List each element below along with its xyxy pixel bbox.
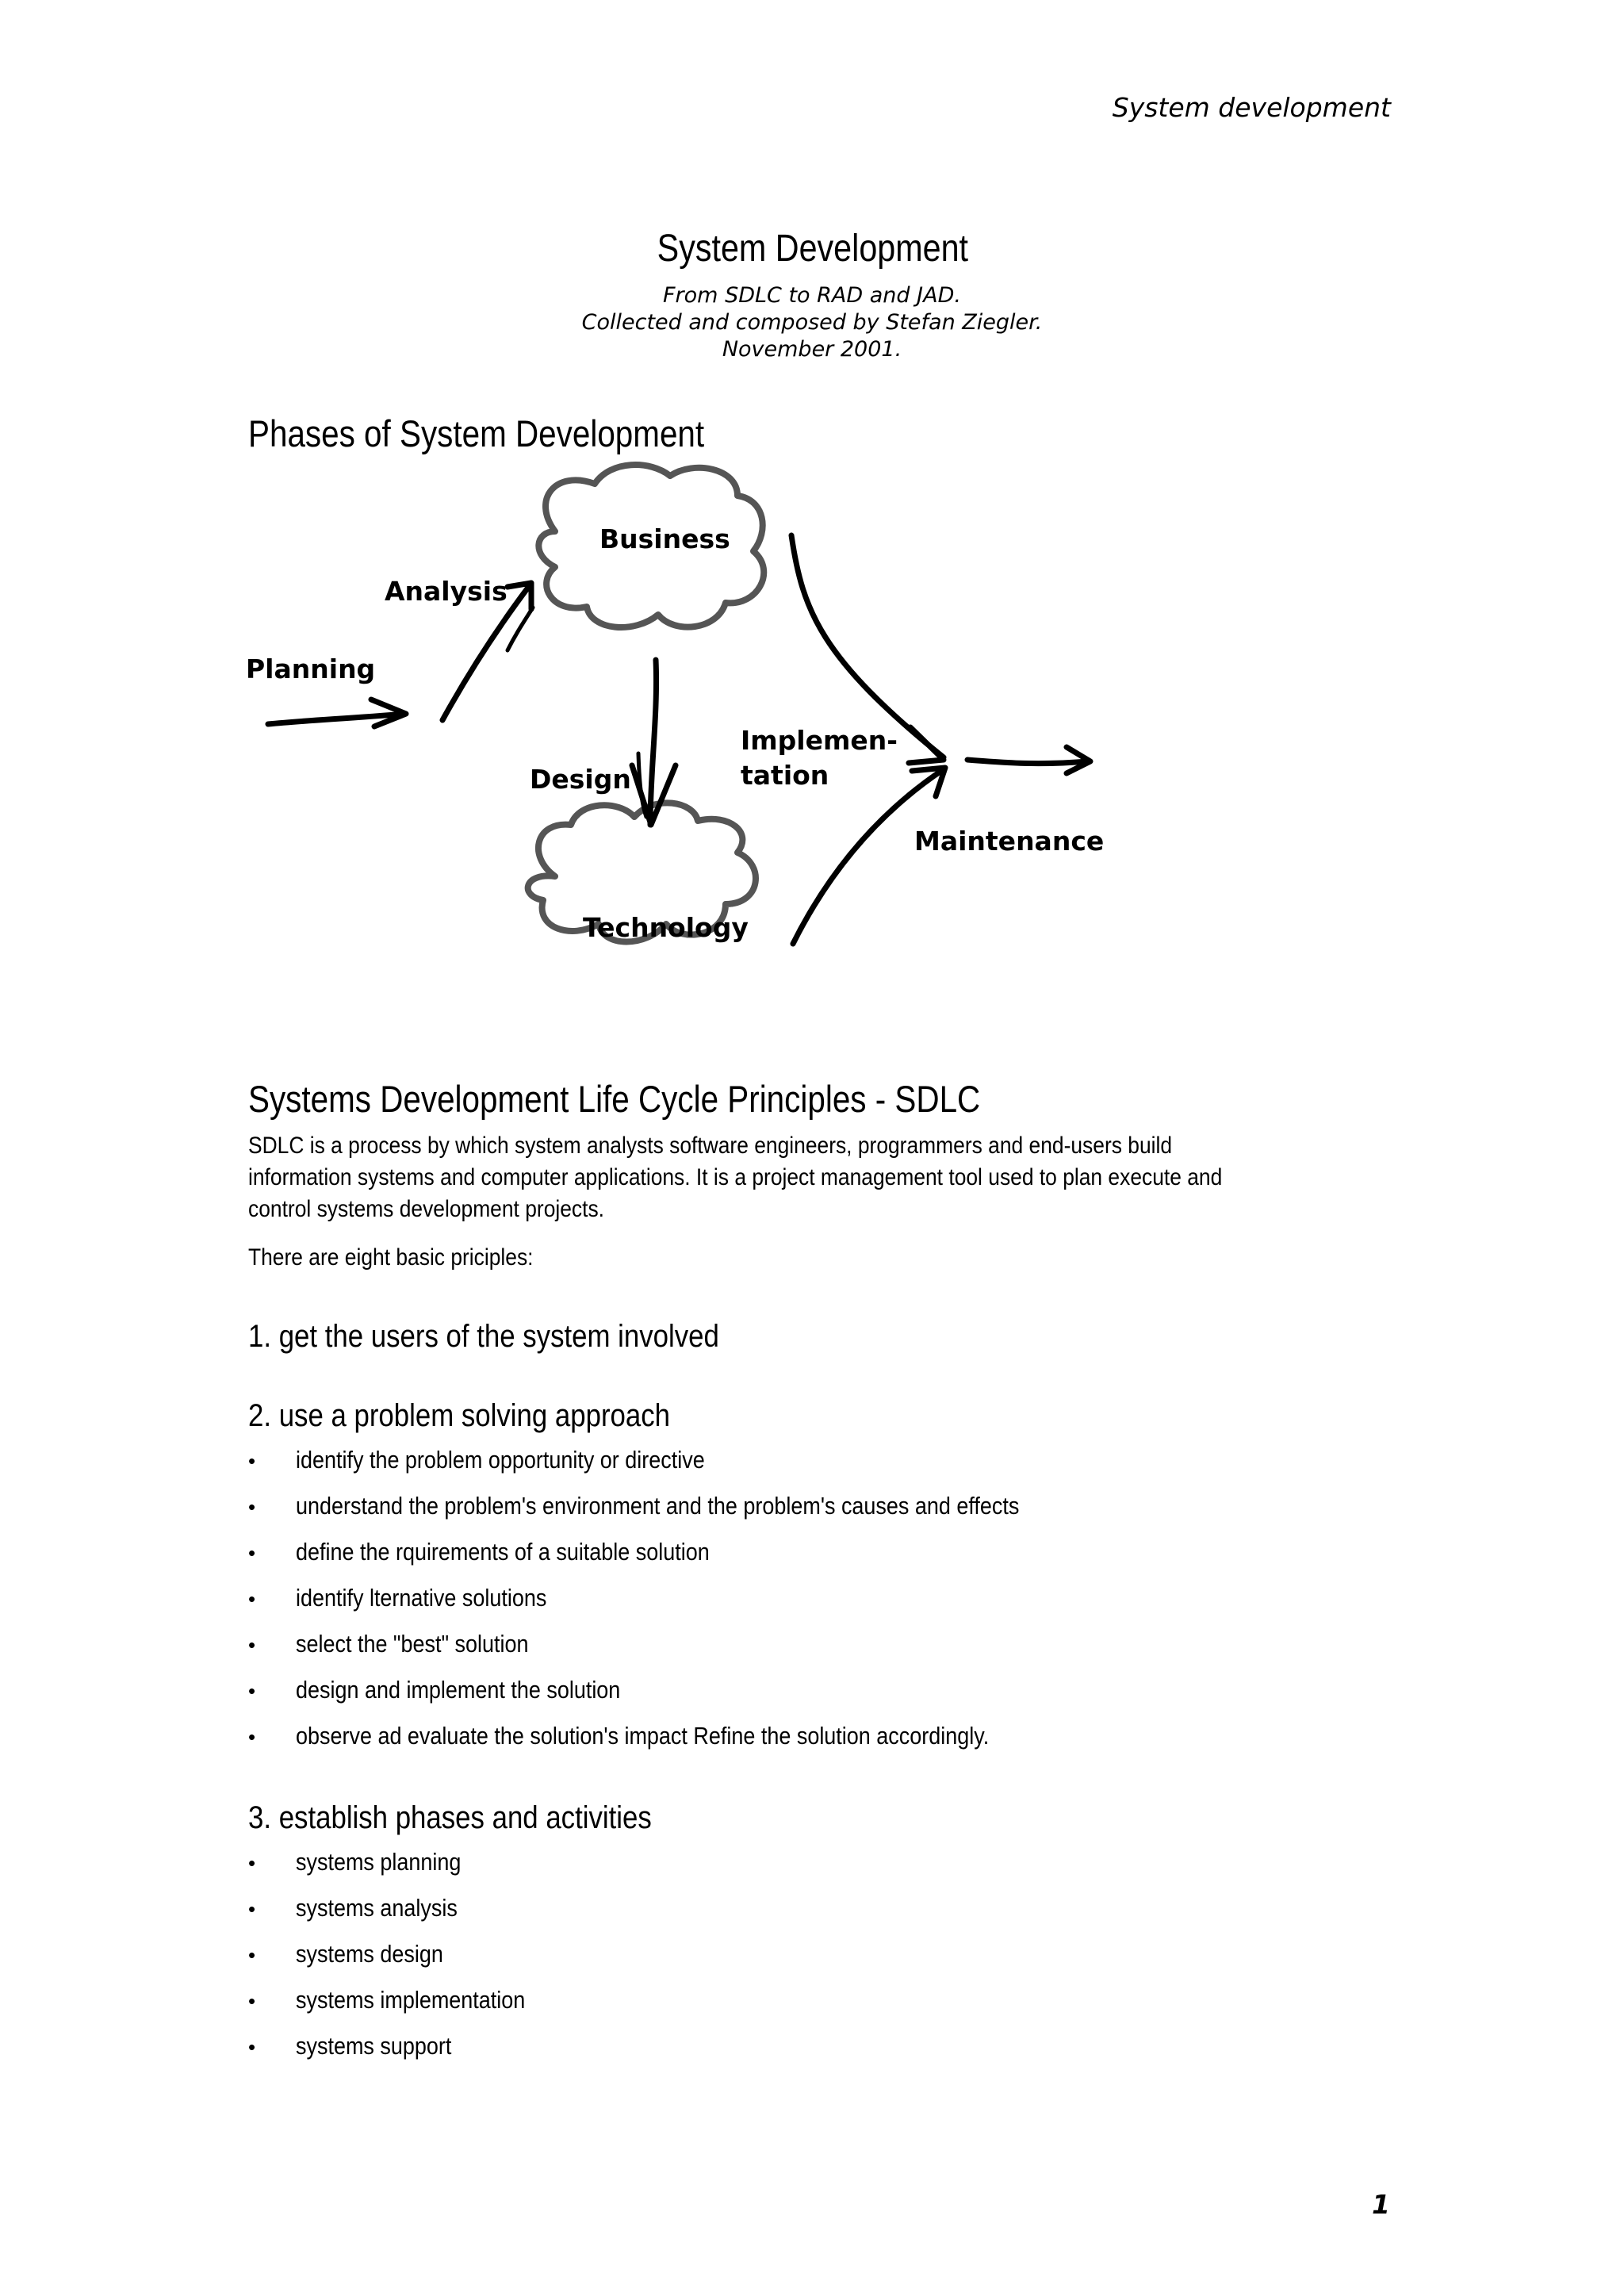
planning-label: Planning	[246, 654, 376, 684]
maintenance-label: Maintenance	[914, 826, 1105, 857]
principles-intro: There are eight basic priciples:	[248, 1244, 534, 1271]
bullet-dot: •	[248, 1495, 256, 1519]
bullet-dot: •	[248, 1587, 256, 1611]
bullet-dot: •	[248, 2035, 256, 2059]
bullet-dot: •	[248, 1725, 256, 1749]
bullet-dot: •	[248, 1989, 256, 2013]
business-label: Business	[599, 523, 730, 554]
phases-heading: Phases of System Development	[248, 412, 705, 454]
subtitle-line: From SDLC to RAD and JAD.	[663, 283, 961, 308]
sdlc-heading: Systems Development Life Cycle Principles - SDLC	[248, 1078, 981, 1120]
implementation-label-line1: Implemen-	[741, 725, 898, 756]
phases-diagram	[238, 452, 1126, 1039]
technology-label: Technology	[583, 912, 749, 943]
sdlc-paragraph: SDLC is a process by which system analysts software engineers, programmers and end-users build information systems and computer applications. It is a project management tool used to plan execute and control systems development projects.	[248, 1133, 1223, 1222]
principle-heading: 2. use a problem solving approach	[248, 1398, 670, 1433]
design-arrow-echo	[638, 753, 646, 817]
bullet-dot: •	[248, 1897, 256, 1921]
principle-heading: 3. establish phases and activities	[248, 1800, 652, 1835]
bullet-dot: •	[248, 1679, 256, 1703]
bullet-dot: •	[248, 1541, 256, 1565]
planning-arrow	[268, 700, 406, 726]
maintenance-out-arrow	[967, 747, 1090, 773]
implementation-label-line2: tation	[741, 760, 829, 791]
document-title: System Development	[657, 228, 969, 270]
bullet-dot: •	[248, 1633, 256, 1657]
subtitle-line: November 2001.	[722, 337, 902, 362]
design-label: Design	[530, 764, 631, 795]
page-number: 1	[1372, 2189, 1390, 2220]
bullet-dot: •	[248, 1851, 256, 1875]
bullet-dot: •	[248, 1449, 256, 1473]
bullet-dot: •	[248, 1943, 256, 1967]
running-header: System development	[1112, 92, 1391, 123]
subtitle-line: Collected and composed by Stefan Ziegler.	[581, 310, 1043, 335]
principle-heading: 1. get the users of the system involved	[248, 1319, 719, 1354]
analysis-label: Analysis	[385, 576, 508, 607]
